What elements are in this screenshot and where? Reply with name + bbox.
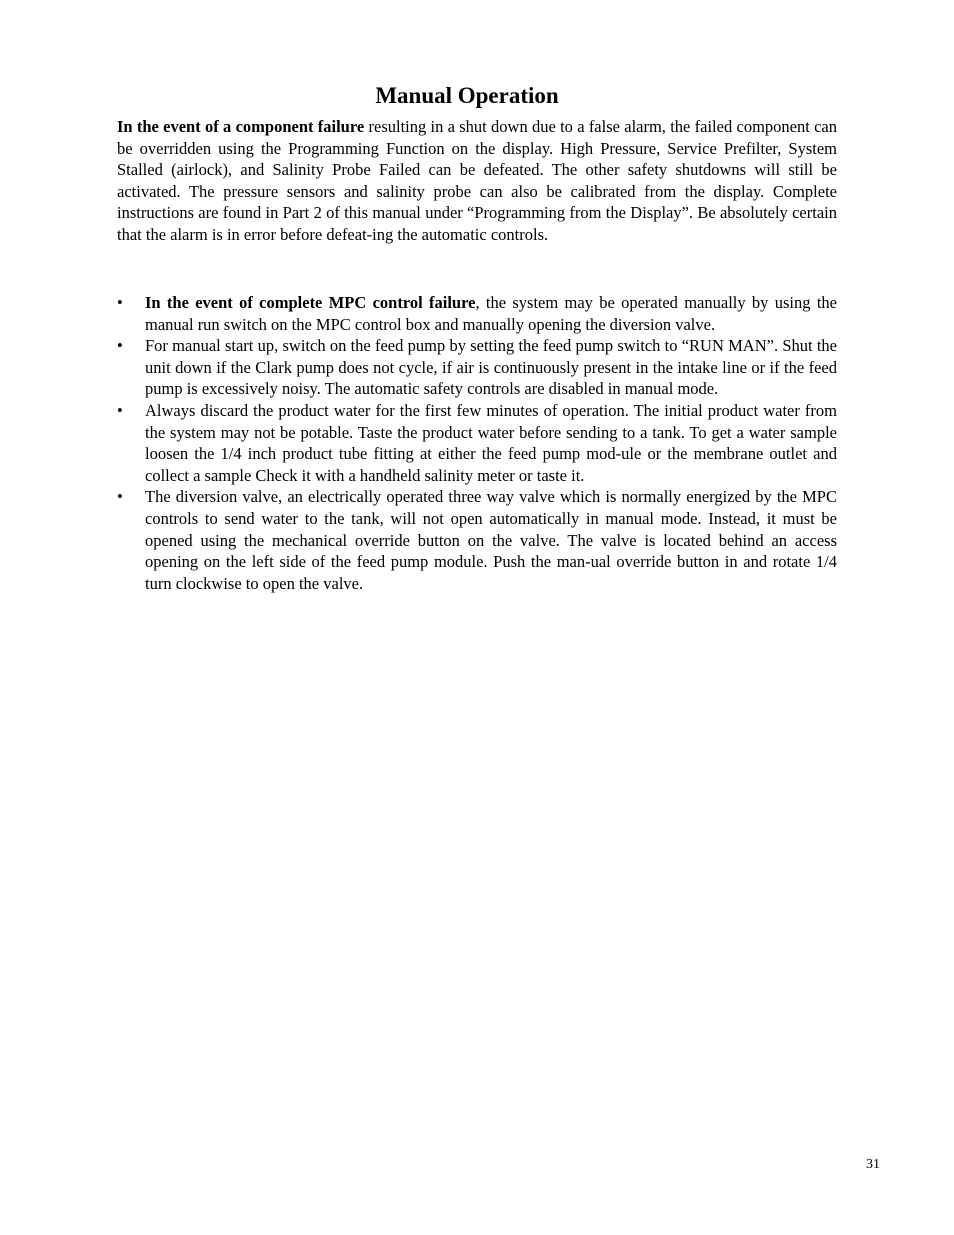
list-item <box>117 335 837 400</box>
list-item-text: For manual start up, switch on the feed pump by setting the feed pump switch to “RUN MAN”. Shut the unit down if the Clark pump does not cycle, if air is continuously present in the intake line or if the feed pump is excessively noisy. The automatic safety controls are disabled in manual mode. <box>145 336 837 399</box>
list-item <box>117 400 837 486</box>
intro-lead-bold: In the event of a component failure <box>117 117 365 136</box>
intro-paragraph <box>117 116 837 246</box>
list-item-text: The diversion valve, an electrically operated three way valve which is normally energized by the MPC controls to send water to the tank, will not open automatically in manual mode. Instead, it must be opened using the mechanical override button on the valve. The valve is located behind an access opening on the left side of the feed pump module. Push the man-ual override button in and rotate 1/4 turn clockwise to open the valve. <box>145 487 837 593</box>
list-item-text: , the system may be operated manually by using the manual run switch on the MPC control box and manually opening the diversion valve. <box>145 293 837 334</box>
list-item <box>117 292 837 335</box>
bullet-icon: • <box>117 336 123 356</box>
list-item-text: Always discard the product water for the first few minutes of operation. The initial product water from the system may not be potable. Taste the product water before sending to a tank. To get a water sample loosen the 1/4 inch product tube fitting at either the feed pump mod-ule or the membrane outlet and collect a sample Check it with a handheld salinity meter or taste it. <box>145 400 837 485</box>
bullet-icon: • <box>117 293 123 312</box>
bullet-list <box>117 292 837 594</box>
list-item-lead-bold: In the event of complete MPC control failure <box>145 293 476 312</box>
list-item <box>117 486 837 594</box>
bullet-icon: • <box>117 487 123 507</box>
intro-text: resulting in a shut down due to a false alarm, the failed component can be overridden using the Programming Function on the display. High Pressure, Service Prefilter, System Stalled (airlock), and Salinity Probe Failed can be defeated. The other safety shutdowns will still be activated. The pressure sensors and salinity probe can also be calibrated from the display. Complete instructions are found in Part 2 of this manual under “Programming from the Display”. Be absolutely certain that the alarm is in error before defeat-ing the automatic controls. <box>117 117 837 244</box>
bullet-icon: • <box>117 400 123 420</box>
page-title: Manual Operation <box>375 83 559 108</box>
page-number: 31 <box>866 1157 880 1172</box>
